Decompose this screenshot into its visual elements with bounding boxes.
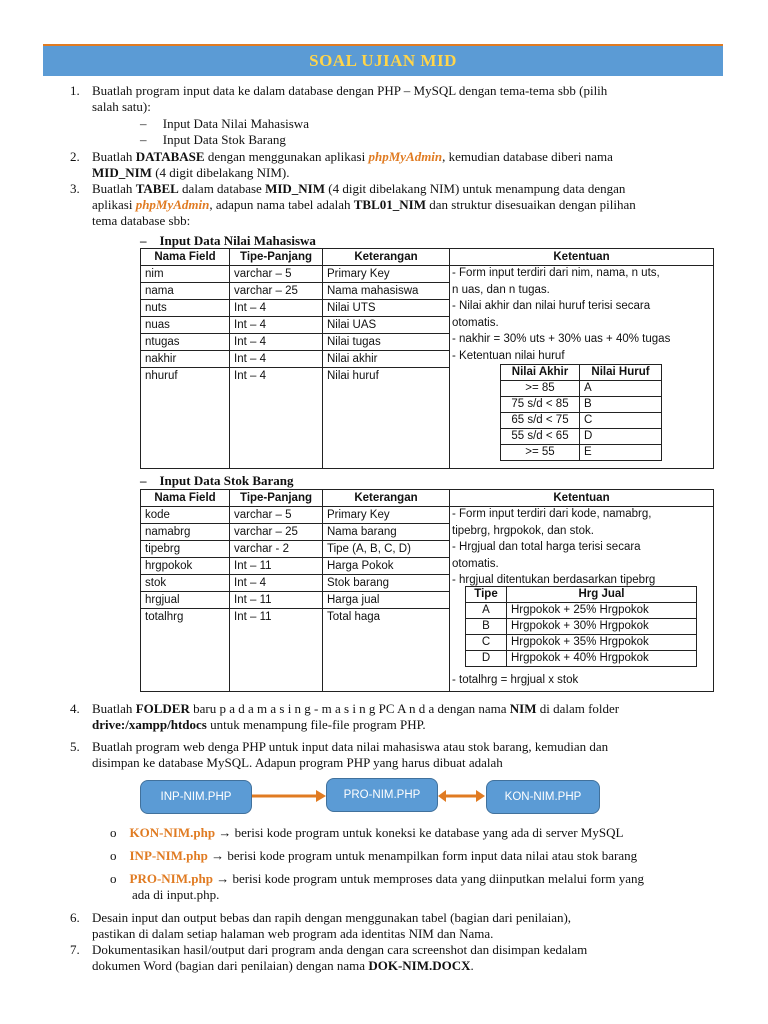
- q7-line1: Dokumentasikan hasil/output dari program anda dengan cara screenshot dan disimpan kedalam: [92, 942, 588, 957]
- table-row: hrgjual Int – 11 Harga jual: [141, 592, 714, 609]
- table-row: namabrg varchar – 25 Nama barang: [141, 524, 714, 541]
- table-row: kode varchar – 5 Primary Key: [141, 507, 714, 524]
- q2-number: 2.: [70, 149, 80, 164]
- mhs-header-desc: Keterangan: [323, 249, 450, 266]
- q5-number: 5.: [70, 739, 80, 754]
- type-table: Tipe Hrg Jual A Hrgpokok + 25% Hrgpokok B Hrgpokok + 30% Hrgpokok C Hrgpokok + 35% Hrgpokok D Hrgpokok + 40% Hrgpokok: [465, 586, 697, 667]
- table-row: >= 85 A: [501, 381, 662, 397]
- q7-line2: dokumen Word (bagian dari penilaian) dengan nama DOK-NIM.DOCX.: [92, 958, 474, 973]
- q7-number: 7.: [70, 942, 80, 957]
- table-row: >= 55 E: [501, 445, 662, 461]
- q4-number: 4.: [70, 701, 80, 716]
- q5-line2: disimpan ke database MySQL. Adapun program PHP yang harus dibuat adalah: [92, 755, 503, 770]
- page-title: SOAL UJIAN MID: [309, 51, 457, 70]
- table-row: C Hrgpokok + 35% Hrgpokok: [466, 635, 697, 651]
- table-row: 65 s/d < 75 C: [501, 413, 662, 429]
- mhs-ketentuan: - Form input terdiri dari nim, nama, n uts, n uas, dan n tugas. - Nilai akhir dan nilai huruf terisi secara otomatis. - nakhir = 30% uts + 30% uas + 40% tugas - Ketentuan nilai huruf: [452, 267, 671, 362]
- table-row: D Hrgpokok + 40% Hrgpokok: [466, 651, 697, 667]
- flow-box-pro: PRO-NIM.PHP: [326, 778, 438, 812]
- q1-line2: salah satu):: [92, 99, 151, 114]
- table-row: nuts Int – 4 Nilai UTS: [141, 300, 714, 317]
- file-item-inp: o INP-NIM.php → berisi kode program untuk menampilkan form input data nilai atau stok barang: [110, 848, 638, 863]
- table-row: nhuruf Int – 4 Nilai huruf: [141, 368, 714, 469]
- brg-total-rule: - totalhrg = hrgjual x stok: [452, 674, 579, 686]
- mhs-header-rule: Ketentuan: [450, 249, 714, 266]
- q4-line1: Buatlah FOLDER baru p a d a m a s i n g - m a s i n g PC A n d a dengan nama NIM di dalam folder: [92, 701, 620, 716]
- table-row: totalhrg Int – 11 Total haga: [141, 609, 714, 692]
- brg-header-desc: Keterangan: [323, 490, 450, 507]
- table-row: 55 s/d < 65 D: [501, 429, 662, 445]
- q1-option-1: – Input Data Nilai Mahasiswa: [140, 116, 309, 131]
- brg-ketentuan: - Form input terdiri dari kode, namabrg, tipebrg, hrgpokok, dan stok. - Hrgjual dan total harga terisi secara otomatis. - hrgjual ditentukan berdasarkan tipebrg: [452, 508, 656, 586]
- table-row: B Hrgpokok + 30% Hrgpokok: [466, 619, 697, 635]
- table-row: hrgpokok Int – 11 Harga Pokok: [141, 558, 714, 575]
- mhs-heading: – Input Data Nilai Mahasiswa: [140, 233, 316, 248]
- table-row: nim varchar – 5 Primary Key: [141, 266, 714, 283]
- arrow-inp-to-pro: [252, 790, 326, 802]
- grade-table: Nilai Akhir Nilai Huruf >= 85 A 75 s/d < 85 B 65 s/d < 75 C 55 s/d < 65 D >= 55 E: [500, 364, 662, 461]
- brg-header-rule: Ketentuan: [450, 490, 714, 507]
- arrow-pro-kon-bidirectional: [438, 790, 485, 802]
- q5-line1: Buatlah program web denga PHP untuk input data nilai mahasiswa atau stok barang, kemudian dan: [92, 739, 609, 754]
- file-item-pro: o PRO-NIM.php → berisi kode program untuk memproses data yang diinputkan melalui form yang: [110, 871, 645, 886]
- q3-line1: Buatlah TABEL dalam database MID_NIM (4 digit dibelakang NIM) untuk menampung data dengan: [92, 181, 626, 196]
- brg-heading: – Input Data Stok Barang: [140, 473, 294, 488]
- table-row: A Hrgpokok + 25% Hrgpokok: [466, 603, 697, 619]
- title-bar: [43, 44, 723, 76]
- table-row: tipebrg varchar - 2 Tipe (A, B, C, D): [141, 541, 714, 558]
- q3-number: 3.: [70, 181, 80, 196]
- table-row: 75 s/d < 85 B: [501, 397, 662, 413]
- table-row: nakhir Int – 4 Nilai akhir: [141, 351, 714, 368]
- flow-box-inp: INP-NIM.PHP: [140, 780, 252, 814]
- mhs-header-type: Tipe-Panjang: [230, 249, 323, 266]
- flow-arrows: [250, 784, 490, 808]
- q4-line2: drive:/xampp/htdocs untuk menampung file-file program PHP.: [92, 717, 426, 732]
- flow-box-kon: KON-NIM.PHP: [486, 780, 600, 814]
- q6-line1: Desain input dan output bebas dan rapih dengan menggunakan tabel (bagian dari penilaian),: [92, 910, 572, 925]
- brg-header-field: Nama Field: [141, 490, 230, 507]
- q3-line2: aplikasi phpMyAdmin, adapun nama tabel adalah TBL01_NIM dan struktur disesuaikan dengan pilihan: [92, 197, 636, 212]
- brg-header-type: Tipe-Panjang: [230, 490, 323, 507]
- q6-line2: pastikan di dalam setiap halaman web program ada identitas NIM dan Nama.: [92, 926, 494, 941]
- q6-number: 6.: [70, 910, 80, 925]
- table-row: nama varchar – 25 Nama mahasiswa: [141, 283, 714, 300]
- q2-line1: Buatlah DATABASE dengan menggunakan aplikasi phpMyAdmin, kemudian database diberi nama: [92, 149, 613, 164]
- q1-line1: Buatlah program input data ke dalam database dengan PHP – MySQL dengan tema-tema sbb (pilih: [92, 83, 608, 98]
- table-row: stok Int – 4 Stok barang: [141, 575, 714, 592]
- table-row: ntugas Int – 4 Nilai tugas: [141, 334, 714, 351]
- q3-line3: tema database sbb:: [92, 213, 191, 228]
- q1-option-2: – Input Data Stok Barang: [140, 132, 286, 147]
- mhs-header-field: Nama Field: [141, 249, 230, 266]
- q2-line2: MID_NIM (4 digit dibelakang NIM).: [92, 165, 290, 180]
- q1-number: 1.: [70, 83, 80, 98]
- file-item-pro-cont: ada di input.php.: [132, 887, 220, 902]
- table-row: nuas Int – 4 Nilai UAS: [141, 317, 714, 334]
- file-item-kon: o KON-NIM.php → berisi kode program untuk koneksi ke database yang ada di server MySQL: [110, 825, 624, 840]
